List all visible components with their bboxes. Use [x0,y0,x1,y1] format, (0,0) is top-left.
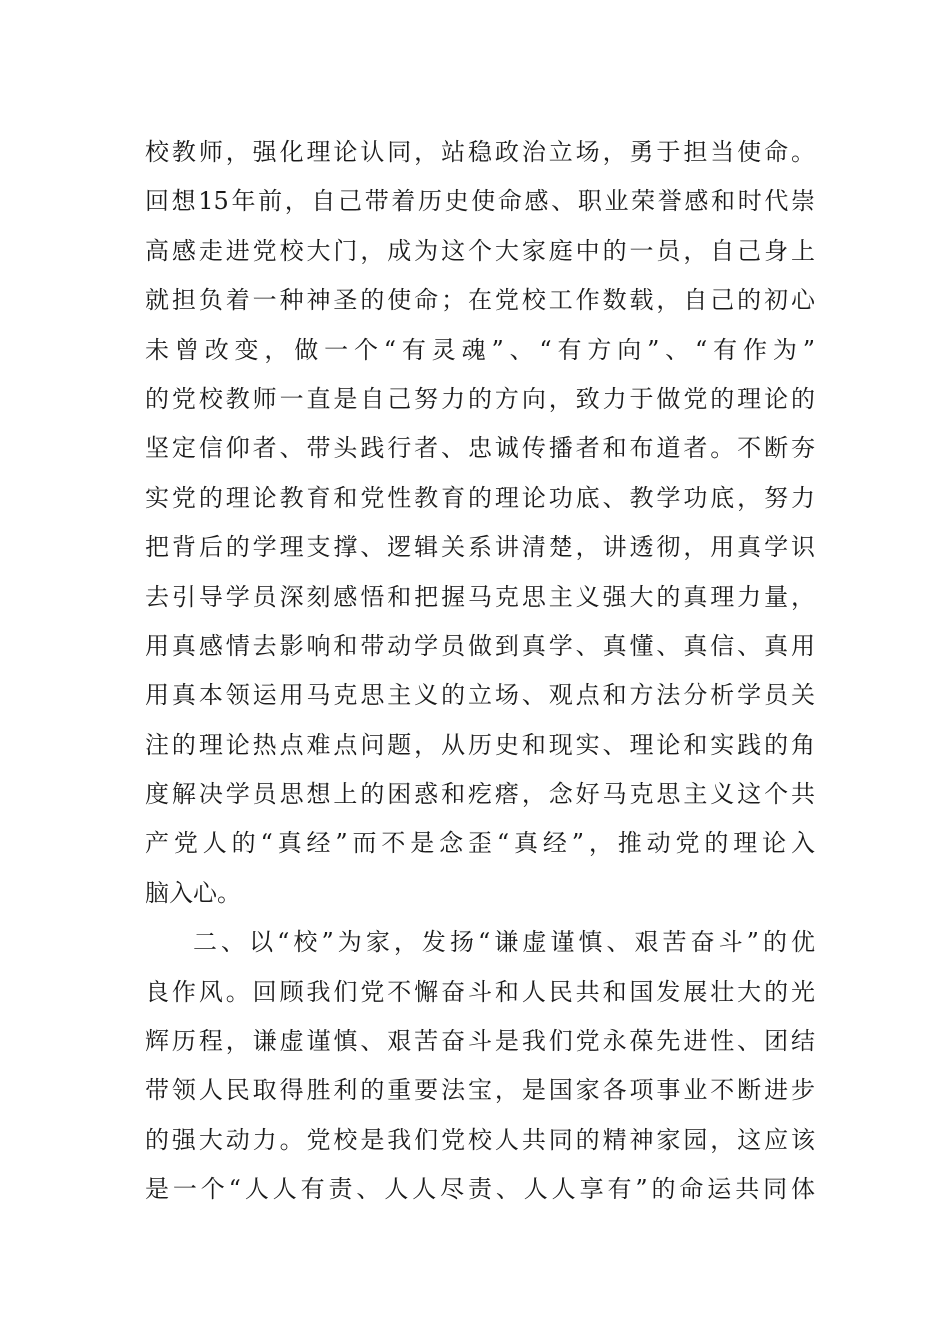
paragraph-1 [145,128,815,918]
text-line: 的强大动力。党校是我们党校人共同的精神家园，这应该 [145,1125,815,1154]
text-line: 把背后的学理支撑、逻辑关系讲清楚，讲透彻，用真学识 [145,533,815,562]
text-line: 脑入心。 [145,878,241,907]
text-line: 就担负着一种神圣的使命；在党校工作数载，自己的初心 [145,286,815,315]
text-line: 用真感情去影响和带动学员做到真学、真懂、真信、真用 [145,631,815,660]
text-line: 高感走进党校大门，成为这个大家庭中的一员，自己身上 [145,236,815,265]
text-line: 用真本领运用马克思主义的立场、观点和方法分析学员关 [145,681,815,710]
text-line: 的党校教师一直是自己努力的方向，致力于做党的理论的 [145,384,815,413]
text-line: 产党人的“真经”而不是念歪“真经”，推动党的理论入 [145,829,815,858]
body-text [145,128,815,1215]
text-line: 回想15年前，自己带着历史使命感、职业荣誉感和时代崇 [145,187,815,216]
text-line: 带领人民取得胜利的重要法宝，是国家各项事业不断进步 [145,1076,815,1105]
text-line: 是一个“人人有责、人人尽责、人人享有”的命运共同体 [145,1175,815,1204]
text-line: 坚定信仰者、带头践行者、忠诚传播者和布道者。不断夯 [145,434,815,463]
text-line: 校教师，强化理论认同，站稳政治立场，勇于担当使命。 [145,138,815,166]
paragraph-2 [145,918,815,1214]
text-line: 去引导学员深刻感悟和把握马克思主义强大的真理力量， [145,582,815,611]
text-line: 良作风。回顾我们党不懈奋斗和人民共和国发展壮大的光 [145,977,815,1006]
text-line: 辉历程，谦虚谨慎、艰苦奋斗是我们党永葆先进性、团结 [145,1027,815,1056]
text-line: 注的理论热点难点问题，从历史和现实、理论和实践的角 [145,730,815,759]
section-heading-line: 二、以“校”为家，发扬“谦虚谨慎、艰苦奋斗”的优 [193,928,815,957]
text-line: 实党的理论教育和党性教育的理论功底、教学功底，努力 [145,483,815,512]
text-line: 度解决学员思想上的困惑和疙瘩，念好马克思主义这个共 [145,780,815,809]
text-line: 未曾改变，做一个“有灵魂”、“有方向”、“有作为” [145,335,815,364]
